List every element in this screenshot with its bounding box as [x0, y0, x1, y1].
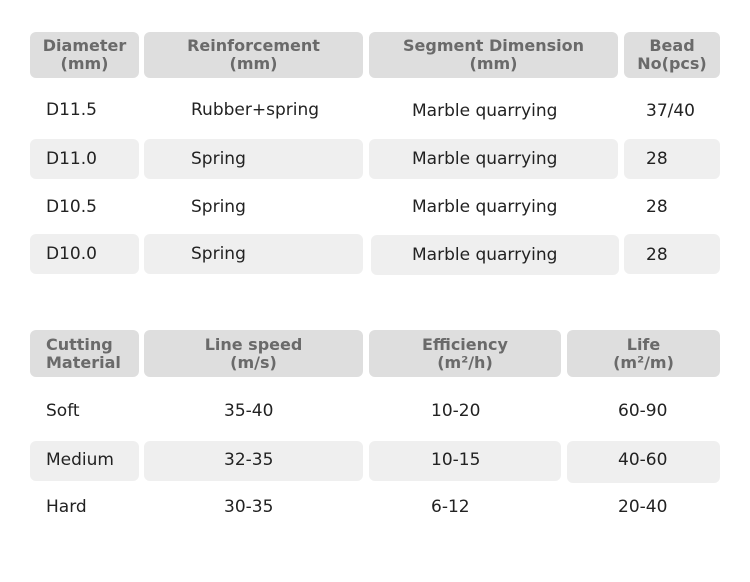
- t1-header-reinforcement-line1: Reinforcement: [187, 36, 320, 55]
- t2-r1-life: 60-90: [618, 401, 668, 421]
- t1-r3-segment: Marble quarrying: [412, 197, 558, 217]
- t1-r4-bead: 28: [646, 245, 668, 265]
- t1-row2-shade-col2: [144, 139, 363, 179]
- t1-header-diameter-line1: Diameter: [42, 36, 127, 55]
- t1-row4-shade-col2: [144, 234, 363, 274]
- t2-r2-material: Medium: [46, 450, 114, 470]
- t1-r4-segment: Marble quarrying: [412, 245, 558, 265]
- t2-r3-life: 20-40: [618, 497, 668, 517]
- t2-header-cutting-line2: Material: [46, 352, 121, 372]
- t2-r2-life: 40-60: [618, 450, 668, 470]
- t1-r3-diameter: D10.5: [46, 197, 97, 217]
- t1-r2-diameter: D11.0: [46, 149, 97, 169]
- t2-r3-efficiency: 6-12: [431, 497, 470, 517]
- t1-r2-reinforcement: Spring: [191, 149, 246, 169]
- t2-r3-material: Hard: [46, 497, 87, 517]
- t2-header-speed-line2: (m/s): [230, 352, 277, 372]
- t1-header-segment-line1: Segment Dimension: [402, 36, 585, 55]
- t1-header-reinforcement-line2: (mm): [229, 54, 278, 73]
- t1-header-segment-dimension: [369, 32, 618, 78]
- t1-row4-shade-col4: [624, 234, 720, 274]
- t1-header-diameter: [30, 32, 139, 78]
- t1-header-reinforcement: [144, 32, 363, 78]
- t2-header-cutting-material: [30, 330, 139, 377]
- t1-header-bead-line2: No(pcs): [637, 54, 707, 73]
- t1-r2-segment: Marble quarrying: [412, 149, 558, 169]
- t2-header-efficiency-line2: (m²/h): [437, 352, 493, 372]
- t1-r4-reinforcement: Spring: [191, 244, 246, 264]
- t1-header-bead-line1: Bead: [649, 36, 695, 55]
- t2-header-efficiency-line1: Efficiency: [422, 334, 508, 354]
- t1-r4-diameter: D10.0: [46, 244, 97, 264]
- t1-header-bead: [624, 32, 720, 78]
- t1-r1-reinforcement: Rubber+spring: [191, 100, 320, 120]
- t1-row2-shade-col4: [624, 139, 720, 179]
- t2-header-life: [567, 330, 720, 377]
- t2-r1-speed: 35-40: [224, 401, 274, 421]
- t2-header-efficiency: [369, 330, 561, 377]
- t2-r1-efficiency: 10-20: [431, 401, 481, 421]
- t2-r2-efficiency: 10-15: [431, 450, 481, 470]
- t1-r1-segment: Marble quarrying: [412, 101, 558, 121]
- t1-r1-diameter: D11.5: [46, 100, 97, 120]
- t2-r1-material: Soft: [46, 401, 80, 421]
- t1-header-segment-line2: (mm): [469, 54, 518, 73]
- t2-header-life-line1: Life: [626, 334, 661, 354]
- t2-r3-speed: 30-35: [224, 497, 274, 517]
- t1-r2-bead: 28: [646, 149, 668, 169]
- t2-header-line-speed: [144, 330, 363, 377]
- t1-header-diameter-line2: (mm): [60, 54, 109, 73]
- t1-r1-bead: 37/40: [646, 101, 695, 121]
- t2-header-cutting-line1: Cutting: [46, 334, 113, 354]
- t2-header-speed-line1: Line speed: [204, 334, 303, 354]
- t2-r2-speed: 32-35: [224, 450, 274, 470]
- t1-r3-reinforcement: Spring: [191, 197, 246, 217]
- t2-header-life-line2: (m²/m): [613, 352, 674, 372]
- t1-r3-bead: 28: [646, 197, 668, 217]
